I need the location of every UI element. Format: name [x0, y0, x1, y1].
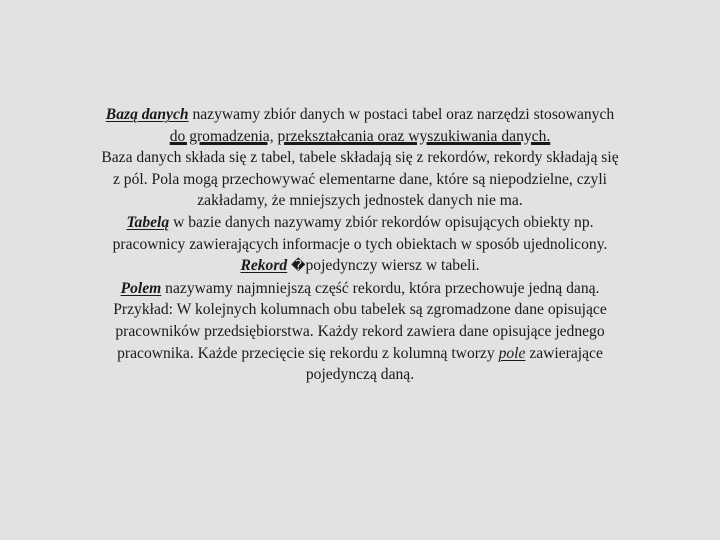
example-line-3: pracownika. Każde przecięcie się rekordu z kolumną tworzy pole zawierające — [117, 344, 603, 362]
example-line-1: Przykład: W kolejnych kolumnach obu tabelek są zgromadzone dane opisujące — [113, 301, 607, 319]
replacement-char-icon: � — [291, 258, 306, 275]
structure-line-3: zakładamy, że mniejszych jednostek danych nie ma. — [197, 192, 523, 210]
database-definition-line-1: Bazą danych nazywamy zbiór danych w postaci tabel oraz narzędzi stosowanych — [105, 106, 615, 123]
term-field: Polem — [120, 279, 162, 297]
definitions-text — [50, 104, 670, 386]
example-line-4: pojedynczą daną. — [305, 366, 415, 384]
structure-line-2: z pól. Pola mogą przechowywać elementarne dane, które są niepodzielne, czyli — [112, 170, 608, 188]
table-definition-line-2: pracownicy zawierających informacje o tych obiektach w sposób ujednolicony. — [112, 235, 608, 253]
term-table: Tabelą — [126, 213, 170, 231]
term-record: Rekord — [240, 257, 288, 275]
field-definition: Polem nazywamy najmniejszą część rekordu, która przechowuje jedną daną. — [120, 279, 600, 297]
structure-line-1: Baza danych składa się z tabel, tabele składają się z rekordów, rekordy składają się — [101, 149, 619, 167]
term-pole: pole — [498, 344, 526, 362]
example-line-2: pracowników przedsiębiorstwa. Każdy rekord zawiera dane opisujące jednego — [115, 322, 605, 340]
term-database: Bazą danych — [105, 106, 189, 123]
table-definition-line-1: Tabelą w bazie danych nazywamy zbiór rekordów opisujących obiekty np. — [126, 213, 594, 231]
database-definition-line-2: do gromadzenia, przekształcania oraz wyszukiwania danych. — [169, 127, 551, 145]
record-definition: Rekord �pojedynczy wiersz w tabeli. — [240, 257, 480, 275]
